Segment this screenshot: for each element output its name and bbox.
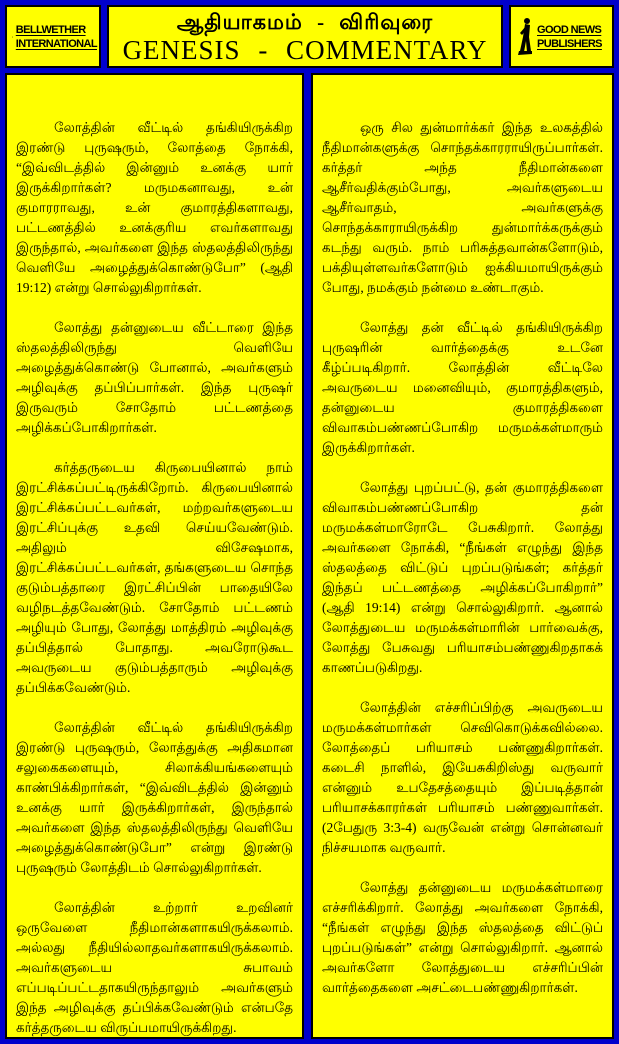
title-box [107,5,503,68]
right-paragraph-3: லோத்து புறப்பட்டு, தன் குமாரத்திகளை விவாகம்பண்ணப்போகிற தன் மருமக்கள்மாரோடே பேசுகிறார். லோத்து அவர்களை நோக்கி, “நீங்கள் எழுந்து இந்த ஸ்தலத்தை விட்டுப் புறப்படுங்கள்; கர்த்தர் இந்தப் பட்டணத்தை அழிக்கப்போகிறார்” (ஆதி 19:14) என்று சொல்லுகிறார். ஆனால் லோத்துடைய மருமக்கள்மாரின் பார்வைக்கு, லோத்து பேசுவது பரியாசம்பண்ணுகிறதாகக் காணப்படுகிறது. [322,480,603,675]
publisher-logo-text [537,23,602,51]
publisher-line1: GOOD NEWS [537,23,602,36]
left-column-text [7,75,302,1039]
right-paragraph-2: லோத்து தன் வீட்டில் தங்கியிருக்கிற புருஷரின் வார்த்தைக்கு உடனே கீழ்ப்படிகிறார். லோத்தின் வீட்டிலே அவருடைய மனைவியும், குமாரத்திகளும், தன்னுடைய குமாரத்திகளை விவாகம்பண்ணப்போகிற மருமக்கள்மாரும் இருக்கிறார்கள். [322,320,603,455]
right-paragraph-1: ஒரு சில துன்மார்க்கர் இந்த உலகத்தில் நீதிமான்களுக்கு சொந்தக்காரராயிருப்பார்கள். கர்த்தர் அந்த நீதிமான்களை ஆசீர்வதிக்கும்போது, அவர்களுடைய ஆசீர்வாதம், அவர்களுக்கு சொந்தக்காராயிருக்கிற துன்மார்க்கருக்கும் கடந்து வரும். நாம் பரிசுத்தவான்களோடும், பக்தியுள்ளவர்களோடும் ஐக்கியமாயிருக்கும் போது, நமக்கும் நன்மை உண்டாகும். [322,120,603,295]
left-paragraph-4: லோத்தின் வீட்டில் தங்கியிருக்கிற இரண்டு புருஷரும், லோத்துக்கு அதிகமான சலுகைகளையும், சிலாக்கியங்களையும் காண்பிக்கிறார்கள், “இவ்விடத்தில் இன்னும் உனக்கு யார் இருக்கிறார்கள், இருந்தால் அவர்களை இந்த ஸ்தலத்திலிருந்து வெளியே அழைத்துக்கொண்டுபோ” என்று இரண்டு புருஷரும் லோத்திடம் சொல்லுகிறார்கள். [16,720,293,875]
page-title-tamil: ஆதியாகமம் - விரிவுரை [176,9,434,34]
bellwether-line1: BELLWETHER [15,23,86,36]
herald-figure-icon [516,17,534,57]
publisher-logo-box [509,5,614,68]
bellwether-logo-box [5,5,101,68]
left-text-column [5,73,304,1039]
left-paragraph-1: லோத்தின் வீட்டில் தங்கியிருக்கிற இரண்டு புருஷரும், லோத்தை நோக்கி, “இவ்விடத்தில் இன்னும் உனக்கு யார் இருக்கிறார்கள்? மருமகனாவது, உன் குமாரராவது, உன் குமாரத்திகளாவது, பட்டணத்தில் உனக்குரிய எவர்களாவது இருந்தால், அவர்களை இந்த ஸ்தலத்திலிருந்து வெளியே அழைத்துக்கொண்டுபோ” (ஆதி 19:12) என்று சொல்லுகிறார்கள். [16,120,293,295]
right-text-column [311,73,614,1039]
right-paragraph-4: லோத்தின் எச்சரிப்பிற்கு அவருடைய மருமக்கள்மார்கள் செவிகொடுக்கவில்லை. லோத்தைப் பரியாசம் பண்ணுகிறார்கள். கடைசி நாளில், இயேசுகிறிஸ்து வருவார் என்னும் உபதேசத்தையும் இப்படித்தான் பரியாசக்காரர்கள் பரியாசம் பண்ணுவார்கள். (2பேதுரு 3:3-4) வருவேன் என்று சொன்னவர் நிச்சயமாக வருவார். [322,700,603,855]
right-paragraph-5: லோத்து தன்னுடைய மருமக்கள்மாரை எச்சரிக்கிறார். லோத்து அவர்களை நோக்கி, “நீங்கள் எழுந்து இந்த ஸ்தலத்தை விட்டுப் புறப்படுங்கள்” என்று சொல்லுகிறார். ஆனால் அவர்களோ லோத்துடைய எச்சரிப்பின் வார்த்தைகளை அசட்டைபண்ணுகிறார்கள். [322,880,603,995]
bellwether-logo-text [16,23,97,51]
bellwether-line2: INTERNATIONAL [15,37,97,50]
left-paragraph-2: லோத்து தன்னுடைய வீட்டாரை இந்த ஸ்தலத்திலிருந்து வெளியே அழைத்துக்கொண்டு போனால், அவர்களும் அழிவுக்கு தப்பிப்பார்கள். இந்த புருஷர் இருவரும் சோதோம் பட்டணத்தை அழிக்கப்போகிறார்கள். [16,320,293,435]
left-paragraph-3: கர்த்தருடைய கிருபையினால் நாம் இரட்சிக்கப்பட்டிருக்கிறோம். கிருபையினால் இரட்சிக்கப்பட்டவர்கள், மற்றவர்களுடைய இரட்சிப்புக்கு உதவி செய்யவேண்டும். அதிலும் விசேஷமாக, இரட்சிக்கப்பட்டவர்கள், தங்களுடைய சொந்த குடும்பத்தாரை இரட்சிப்பின் பாதையிலே வழிநடத்தவேண்டும். சோதோம் பட்டணம் அழியும் போது, லோத்து மாத்திரம் அழிவுக்கு தப்பித்தால் போதாது. அவரோடுகூட அவருடைய குடும்பத்தாரும் அழிவுக்கு தப்பிக்கவேண்டும். [16,460,293,695]
bellwether-figure-icon [12,17,13,57]
page-title-english: GENESIS - COMMENTARY [122,34,488,65]
left-paragraph-5: லோத்தின் உற்றார் உறவினர் ஒருவேளை நீதிமான்களாகயிருக்கலாம். அல்லது நீதியில்லாதவர்களாகயிருக்கலாம். அவர்களுடைய சுபாவம் எப்படிப்பட்டதாகயிருந்தாலும் அவர்களும் இந்த அழிவுக்கு தப்பிக்கவேண்டும் என்பதே கர்த்தருடைய விருப்பமாயிருக்கிறது. [16,900,293,1035]
right-column-text [313,75,612,1024]
bellwether-logo [7,7,99,66]
publisher-logo [511,7,612,66]
publisher-line2: PUBLISHERS [537,37,602,50]
